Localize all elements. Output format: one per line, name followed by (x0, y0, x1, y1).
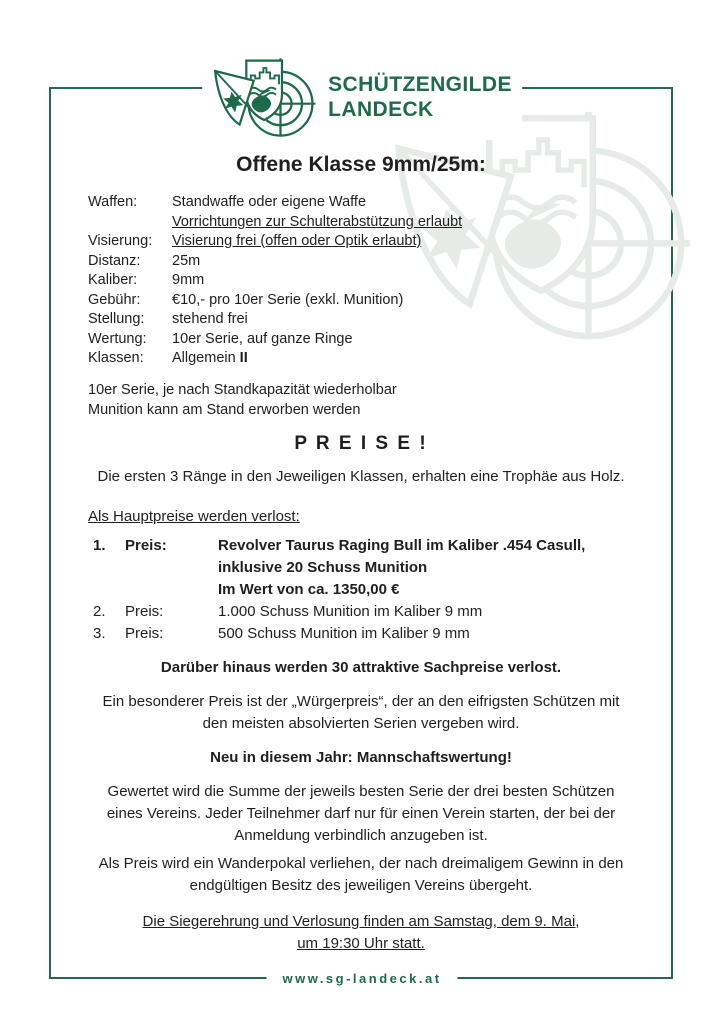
prize-line: Im Wert von ca. 1350,00 € (218, 580, 400, 598)
prize-row-3 (93, 623, 673, 645)
sachpreise-note: Darüber hinaus werden 30 attraktive Sachpreise verlost. (160, 658, 562, 676)
page-title: Offene Klasse 9mm/25m: (236, 153, 486, 176)
prize-description: 1.000 Schuss Munition im Kaliber 9 mm (218, 602, 483, 620)
spec-value (172, 349, 248, 369)
main-prizes-heading: Als Hauptpreise werden verlost: (88, 507, 300, 525)
org-name-line2: LANDECK (328, 98, 434, 121)
spec-value: €10,- pro 10er Serie (exkl. Munition) (172, 291, 404, 308)
team-scoring-line: Gewertet wird die Summe der jeweils besten Serie der drei besten Schützen (107, 782, 615, 800)
spec-row-gebuehr (88, 291, 673, 311)
spec-value: 10er Serie, auf ganze Ringe (172, 330, 353, 347)
ceremony-line: Die Siegerehrung und Verlosung finden am Samstag, dem 9. Mai, (142, 912, 580, 930)
spec-value: stehend frei (172, 311, 248, 327)
spec-row-visierung (88, 232, 673, 252)
club-logo (202, 54, 522, 140)
prize-number: 1. (93, 536, 106, 554)
prize-label: Preis: (125, 624, 164, 642)
spec-row-wertung (88, 330, 673, 350)
spec-list (88, 193, 673, 369)
notes (88, 380, 673, 420)
spec-value-text: Allgemein (172, 350, 236, 366)
ceremony-line: um 19:30 Uhr statt. (297, 934, 425, 952)
prizes-intro: Die ersten 3 Ränge in den Jeweiligen Klassen, erhalten eine Trophäe aus Holz. (97, 467, 625, 485)
prize-line: inklusive 20 Schuss Munition (218, 558, 428, 576)
spec-row-klassen (88, 349, 673, 369)
note-line: Munition kann am Stand erworben werden (88, 401, 361, 418)
trophy-paragraph (49, 853, 673, 897)
spec-label: Gebühr: (88, 291, 141, 308)
spec-label (88, 213, 172, 233)
spec-value: Vorrichtungen zur Schulterabstützung erlaubt (172, 213, 463, 230)
spec-label: Kaliber: (88, 272, 138, 288)
website-text: www.sg-landeck.at (266, 967, 457, 991)
prize-row-2 (93, 601, 673, 623)
team-scoring-paragraph (49, 781, 673, 847)
prize-number: 3. (93, 624, 106, 642)
spec-row-stellung (88, 310, 673, 330)
spec-label: Waffen: (88, 194, 138, 210)
spec-value: Standwaffe oder eigene Waffe (172, 194, 367, 210)
trophy-line: endgültigen Besitz des jeweiligen Vereins übergeht. (189, 876, 533, 894)
spec-row-distanz (88, 252, 673, 272)
spec-label: Wertung: (88, 330, 147, 347)
spec-label: Klassen: (88, 350, 144, 366)
note-line: 10er Serie, je nach Standkapazität wiederholbar (88, 381, 397, 398)
team-scoring-line: Anmeldung verbindlich anzugeben ist. (234, 826, 488, 844)
wuergerpreis-line: Ein besonderer Preis ist der „Würgerpreis“, der an den eifrigsten Schützen mit (102, 692, 620, 710)
spec-label: Stellung: (88, 311, 145, 327)
prize-row-1 (93, 535, 673, 601)
club-crest-icon (212, 54, 316, 140)
team-scoring-heading: Neu in diesem Jahr: Mannschaftswertung! (210, 748, 512, 766)
prize-number: 2. (93, 602, 106, 620)
prize-description (218, 535, 585, 601)
wuergerpreis-paragraph (49, 691, 673, 735)
wuergerpreis-line: den meisten absolvierten Serien vergeben wird. (202, 714, 520, 732)
spec-row-waffen-2 (88, 213, 673, 233)
spec-label: Visierung: (88, 233, 153, 249)
trophy-line: Als Preis wird ein Wanderpokal verliehen, der nach dreimaligem Gewinn in den (98, 854, 624, 872)
org-name (328, 72, 512, 122)
prizes-heading: P R E I S E ! (294, 432, 428, 454)
spec-row-kaliber (88, 271, 673, 291)
spec-value: Visierung frei (offen oder Optik erlaubt) (172, 233, 422, 249)
spec-label: Distanz: (88, 252, 141, 269)
team-scoring-line: eines Vereins. Jeder Teilnehmer darf nur für einen Verein starten, der bei der (106, 804, 616, 822)
flyer-content (49, 87, 673, 955)
ceremony-notice (49, 911, 673, 955)
spec-value: 25m (172, 252, 201, 269)
org-name-line1: SCHÜTZENGILDE (328, 73, 512, 96)
prize-label: Preis: (125, 536, 167, 554)
spec-value: 9mm (172, 272, 205, 288)
prize-line: Revolver Taurus Raging Bull im Kaliber .454 Casull, (218, 536, 586, 554)
spec-value-bold: II (239, 350, 248, 366)
prize-label: Preis: (125, 602, 164, 620)
spec-row-waffen (88, 193, 673, 213)
prize-description: 500 Schuss Munition im Kaliber 9 mm (218, 624, 470, 642)
prize-list (49, 535, 673, 645)
